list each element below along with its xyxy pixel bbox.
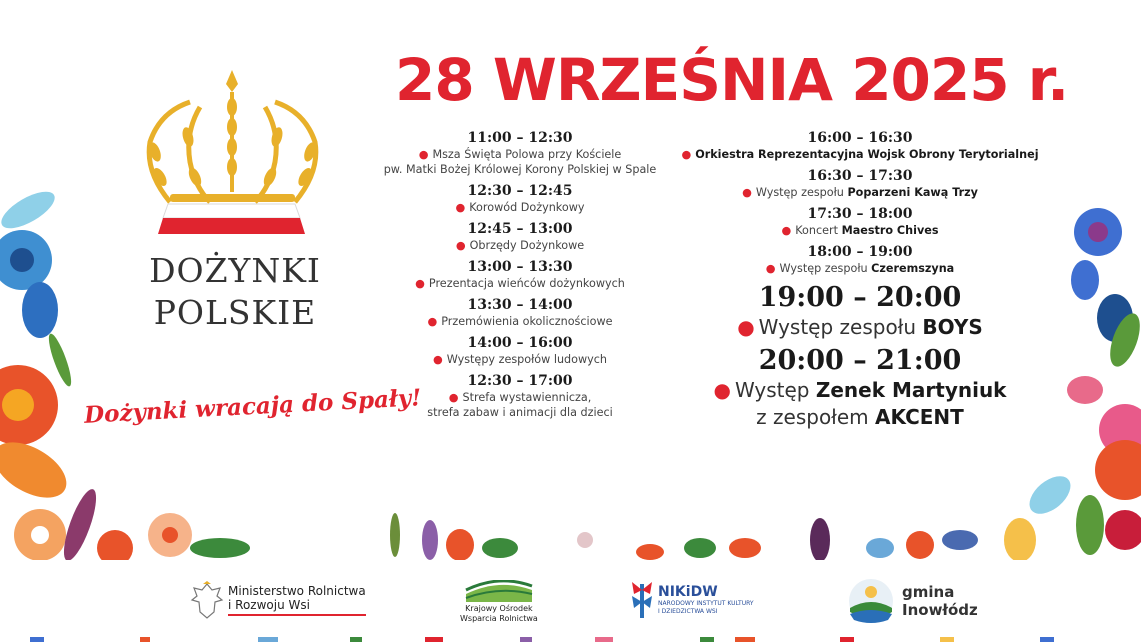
performer-name: Orkiestra Reprezentacyjna Wojsk Obrony Terytorialnej [695,148,1039,161]
schedule-item [370,220,670,253]
schedule-item [370,182,670,215]
schedule-left [370,129,670,420]
bullet-icon: ● [681,148,692,161]
schedule-desc: Korowód Dożynkowy [469,201,585,214]
schedule-desc: Występy zespołów ludowych [446,353,608,366]
schedule-time: 12:45 – 13:00 [467,221,573,237]
sponsor-name: Krajowy Ośrodek [465,604,533,613]
sponsor-name: Ministerstwo Rolnictwa [228,584,366,598]
schedule-time: 11:00 – 12:30 [467,130,573,146]
schedule-item: 16:30 – 17:30 ● Występ zespołu Poparzeni Kawą Trzy [680,167,1040,200]
schedule-time: 18:00 – 19:00 [807,244,913,260]
logo-line-2: POLSKIE [153,293,317,332]
sponsor-kowr[interactable] [460,580,538,624]
schedule-desc: strefa zabaw i animacji dla dzieci [427,406,613,419]
bullet-icon: ● [455,239,466,252]
schedule-desc: Strefa wystawiennicza, [462,391,592,404]
bullet-icon: ● [418,148,429,161]
headliner-time: 19:00 – 20:00 [758,282,962,313]
schedule-item [370,334,670,367]
sponsor-name: Wsparcia Rolnictwa [460,614,538,623]
headliner-name: Zenek Martyniuk [815,378,1007,402]
schedule-item [370,372,670,420]
schedule-desc: Msza Święta Polowa przy Kościele [432,148,622,161]
sponsor-gmina[interactable] [848,578,978,624]
sponsor-nikidw[interactable] [630,580,754,620]
bullet-icon: ● [742,186,752,199]
schedule-desc: pw. Matki Bożej Królowej Korony Polskiej w Spale [383,163,657,176]
logo-line-1: DOŻYNKI [149,251,321,290]
band-name: AKCENT [875,405,964,429]
bullet-icon: ● [448,391,459,404]
schedule-time: 16:00 – 16:30 [807,130,913,146]
performer-name: Maestro Chives [841,224,939,237]
schedule-time: 14:00 – 16:00 [467,335,573,351]
bullet-icon: ● [781,224,792,237]
schedule-time: 13:00 – 13:30 [467,259,573,275]
headliner-item: 20:00 – 21:00 ● Występ Zenek Martyniuk z zespołem AKCENT [680,345,1040,431]
schedule-time: 12:30 – 12:45 [467,183,573,199]
schedule-time: 13:30 – 14:00 [467,297,573,313]
headliner-item: 19:00 – 20:00 ● Występ zespołu BOYS [680,282,1040,341]
schedule-item [370,129,670,177]
schedule-desc: Prezentacja wieńców dożynkowych [428,277,625,290]
schedule-time: 17:30 – 18:00 [807,206,913,222]
headliner-time: 20:00 – 21:00 [758,345,962,376]
performer-name: Poparzeni Kawą Trzy [847,186,978,199]
nikidw-logo-icon [630,580,654,620]
sponsor-subtitle: I DZIEDZICTWA WSI [658,608,718,615]
kowr-fields-icon [464,580,534,604]
bottom-plants-icon [390,513,978,562]
schedule-item [370,258,670,291]
schedule-item [370,296,670,329]
schedule-item [680,129,1040,162]
sponsor-name: Inowłódz [902,601,978,619]
sponsor-subtitle: NARODOWY INSTYTUT KULTURY [658,600,754,607]
bullet-icon: ● [415,277,425,290]
bullet-icon: ● [432,353,443,366]
folk-pattern-strip [0,634,1141,642]
schedule-time: 12:30 – 17:00 [467,373,573,389]
schedule-right [680,129,1040,431]
logo-title [120,250,350,334]
gmina-crest-icon [848,578,894,624]
performer-name: Czeremszyna [871,262,955,275]
sponsor-name: i Rozwoju Wsi [228,598,310,612]
bullet-icon: ● [737,315,755,339]
bullet-icon: ● [713,378,731,402]
crown-logo-icon [130,62,335,242]
schedule-desc: Przemówienia okolicznościowe [441,315,613,328]
headliner-name: BOYS [922,315,983,339]
schedule-desc: Obrzędy Dożynkowe [469,239,585,252]
eagle-emblem-icon [190,580,224,620]
schedule-time: 16:30 – 17:30 [807,168,913,184]
sponsor-name: NIKiDW [658,584,718,600]
sponsor-ministry[interactable] [190,580,366,620]
sponsors-bar [0,560,1141,642]
sponsor-name: gmina [902,583,955,601]
bullet-icon: ● [455,201,466,214]
tagline: Dożynki wracają do Spały! [83,384,422,429]
bullet-icon: ● [427,315,438,328]
schedule-item: 17:30 – 18:00 ● Koncert Maestro Chives [680,205,1040,238]
bullet-icon: ● [765,262,776,275]
schedule-item: 18:00 – 19:00 ● Występ zespołu Czeremszyna [680,243,1040,276]
event-date: 28 WRZEŚNIA 2025 r. [395,46,1069,114]
